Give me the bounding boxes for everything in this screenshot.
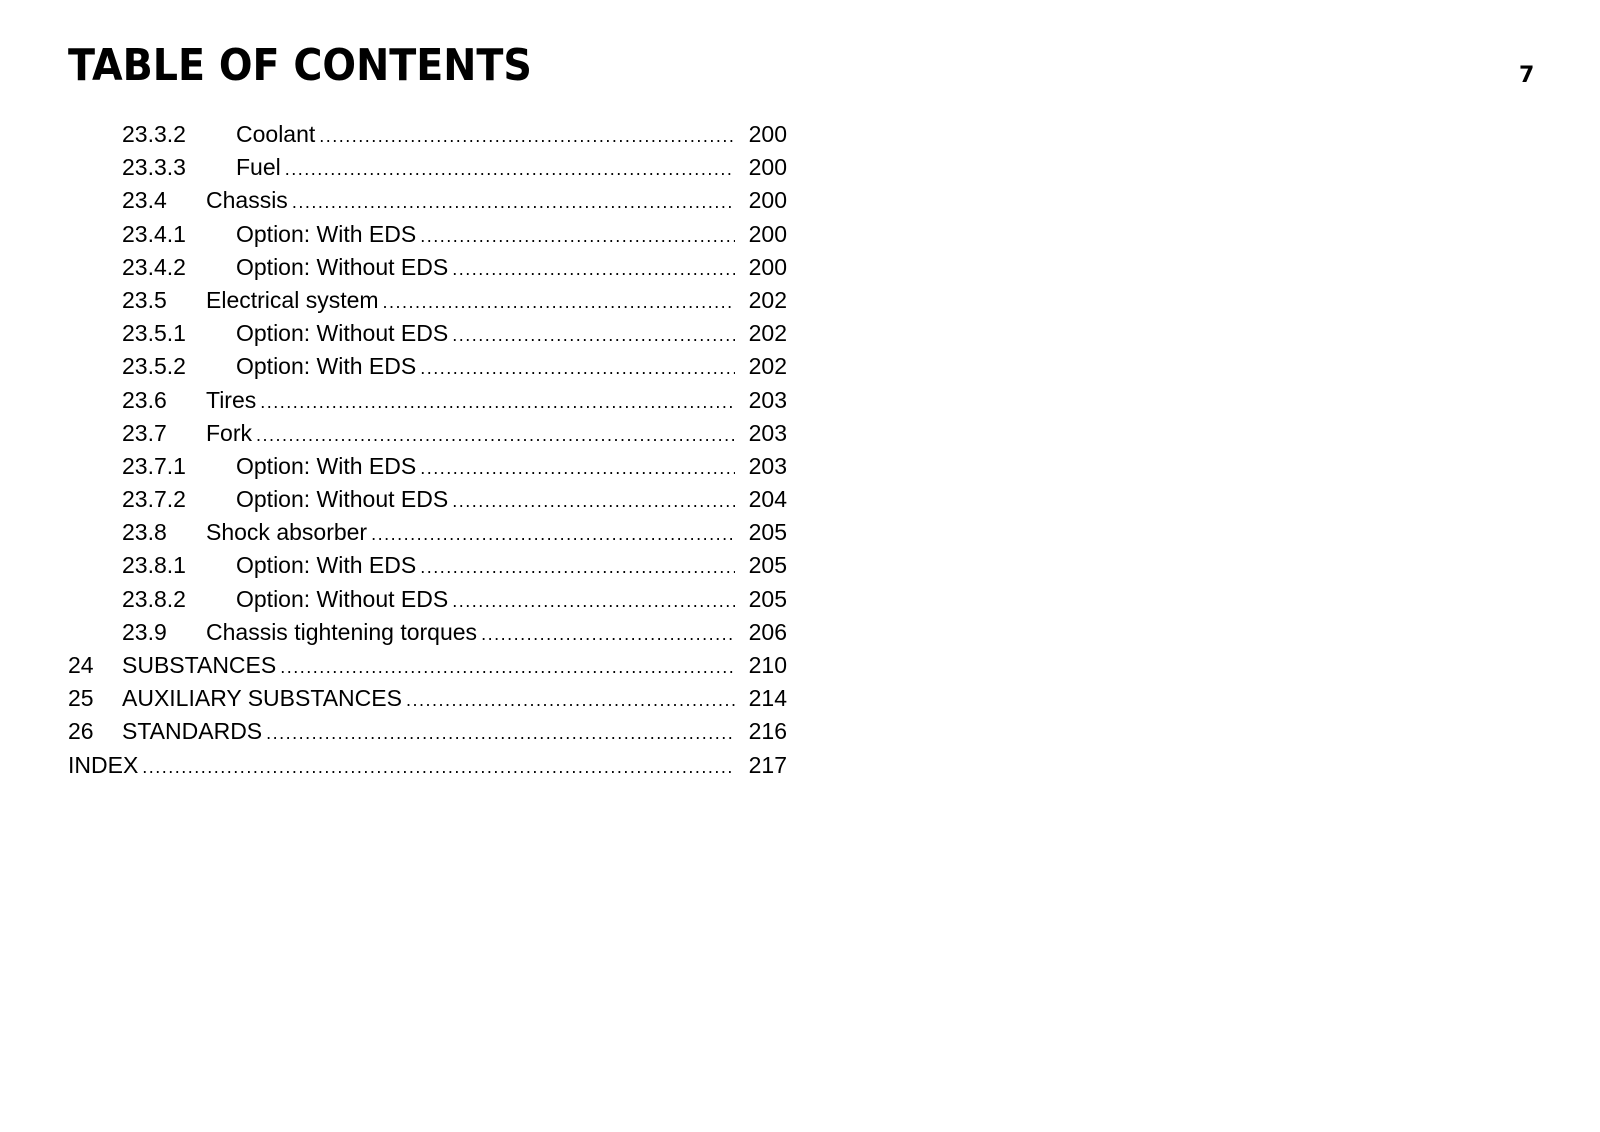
toc-entry[interactable] [68, 184, 787, 217]
toc-entry-page: 204 [748, 486, 787, 513]
toc-entry-page: 200 [748, 253, 787, 280]
toc-entry-number: 23.8.2 [122, 585, 186, 612]
page-number: 7 [1519, 63, 1535, 88]
toc-entry[interactable] [68, 483, 787, 516]
toc-entry-title: Electrical system [206, 286, 379, 313]
toc-entry-title: Option: With EDS [236, 552, 417, 579]
toc-entry-number: 23.3.2 [122, 121, 186, 147]
toc-entry-title: STANDARDS [122, 718, 263, 745]
toc-entry-page: 200 [748, 187, 787, 214]
toc-entry[interactable] [68, 682, 787, 715]
toc-leader-dots [420, 352, 735, 385]
toc-entry-title: SUBSTANCES [122, 652, 277, 678]
page-title: TABLE OF CONTENTS [68, 40, 532, 91]
toc-leader-dots [452, 585, 735, 618]
toc-entry-number: 23.7.2 [122, 486, 186, 513]
toc-entry-number: 23.4.1 [122, 220, 186, 247]
toc-entry-title: INDEX [68, 751, 139, 778]
toc-entry[interactable] [68, 715, 787, 748]
toc-entry[interactable] [68, 616, 787, 649]
toc-entry-title: Option: Without EDS [236, 486, 449, 513]
toc-entry[interactable] [68, 218, 787, 251]
toc-leader-dots [142, 751, 735, 784]
toc-entry[interactable] [68, 284, 787, 317]
toc-entry[interactable] [68, 549, 787, 582]
toc-entry-title: Shock absorber [206, 519, 368, 546]
toc-entry-number: 23.5.1 [122, 320, 186, 347]
toc-entry-title: Chassis tightening torques [206, 618, 478, 645]
toc-entry[interactable] [68, 317, 787, 350]
toc-entry[interactable] [68, 118, 787, 151]
toc-entry-title: Option: With EDS [236, 353, 417, 380]
toc-entry-number: 23.3.3 [122, 154, 186, 181]
toc-entry-title: Fork [206, 419, 252, 446]
toc-entry[interactable] [68, 350, 787, 383]
toc-entry-title: Chassis [206, 187, 288, 214]
toc-leader-dots [280, 651, 735, 684]
toc-entry-title: Option: With EDS [236, 220, 417, 247]
toc-entry-page: 216 [748, 718, 787, 745]
toc-entry[interactable] [68, 649, 787, 682]
toc-entry-number: 23.9 [122, 618, 167, 645]
toc-entry-title: AUXILIARY SUBSTANCES [122, 685, 402, 712]
toc-entry-title: Option: Without EDS [236, 585, 449, 612]
toc-entry-page: 202 [748, 286, 787, 313]
toc-entry-number: 23.7.1 [122, 452, 186, 479]
toc-leader-dots [292, 186, 735, 219]
toc-entry-number: 23.4 [122, 187, 167, 214]
toc-entry-number: 23.8.1 [122, 552, 186, 579]
toc-entry-page: 205 [748, 519, 787, 546]
toc-entry[interactable] [68, 749, 787, 782]
toc-leader-dots [285, 153, 735, 186]
toc-entry-page: 214 [748, 685, 787, 712]
toc-entry-title: Tires [206, 386, 257, 413]
toc-leader-dots [256, 419, 735, 452]
toc-entry-page: 205 [748, 552, 787, 579]
toc-leader-dots [319, 120, 735, 153]
toc-entry-number: 23.4.2 [122, 253, 186, 280]
toc-entry-number: 23.6 [122, 386, 167, 413]
toc-leader-dots [452, 319, 735, 352]
toc-entry-page: 203 [748, 452, 787, 479]
toc-entry-page: 200 [748, 154, 787, 181]
toc-entry-number: 25 [68, 685, 94, 712]
toc-entry-page: 203 [748, 386, 787, 413]
toc-entry[interactable] [68, 417, 787, 450]
toc-entry-page: 205 [748, 585, 787, 612]
toc-entry-title: Fuel [236, 154, 281, 181]
toc-entry-page: 202 [748, 320, 787, 347]
toc-leader-dots [420, 452, 735, 485]
toc-entry-number: 24 [68, 652, 94, 678]
toc-leader-dots [406, 684, 735, 717]
toc-leader-dots [383, 286, 735, 319]
toc-entry[interactable] [68, 450, 787, 483]
toc-leader-dots [420, 220, 735, 253]
toc-entry-page: 200 [748, 121, 787, 147]
toc-entry[interactable] [68, 251, 787, 284]
toc-entry[interactable] [68, 151, 787, 184]
toc-entry-page: 206 [748, 618, 787, 645]
toc-entry-page: 217 [748, 751, 787, 778]
toc-entry-number: 26 [68, 718, 94, 745]
toc-entry-page: 203 [748, 419, 787, 446]
toc-entry-number: 23.5 [122, 286, 167, 313]
toc-leader-dots [452, 485, 735, 518]
toc-entry[interactable] [68, 384, 787, 417]
toc-entry-title: Option: With EDS [236, 452, 417, 479]
toc-entry-title: Option: Without EDS [236, 320, 449, 347]
toc-entry-number: 23.7 [122, 419, 167, 446]
toc-entry-page: 202 [748, 353, 787, 380]
table-of-contents [68, 118, 787, 782]
toc-leader-dots [260, 386, 735, 419]
toc-entry-page: 210 [748, 652, 787, 678]
toc-entry-page: 200 [748, 220, 787, 247]
toc-entry-number: 23.8 [122, 519, 167, 546]
toc-entry-title: Option: Without EDS [236, 253, 449, 280]
toc-leader-dots [371, 518, 735, 551]
toc-leader-dots [452, 253, 735, 286]
toc-leader-dots [266, 717, 735, 750]
toc-leader-dots [420, 551, 735, 584]
toc-leader-dots [481, 618, 735, 651]
toc-entry-title: Coolant [236, 121, 316, 147]
toc-entry-number: 23.5.2 [122, 353, 186, 380]
toc-entry[interactable] [68, 583, 787, 616]
toc-entry[interactable] [68, 516, 787, 549]
